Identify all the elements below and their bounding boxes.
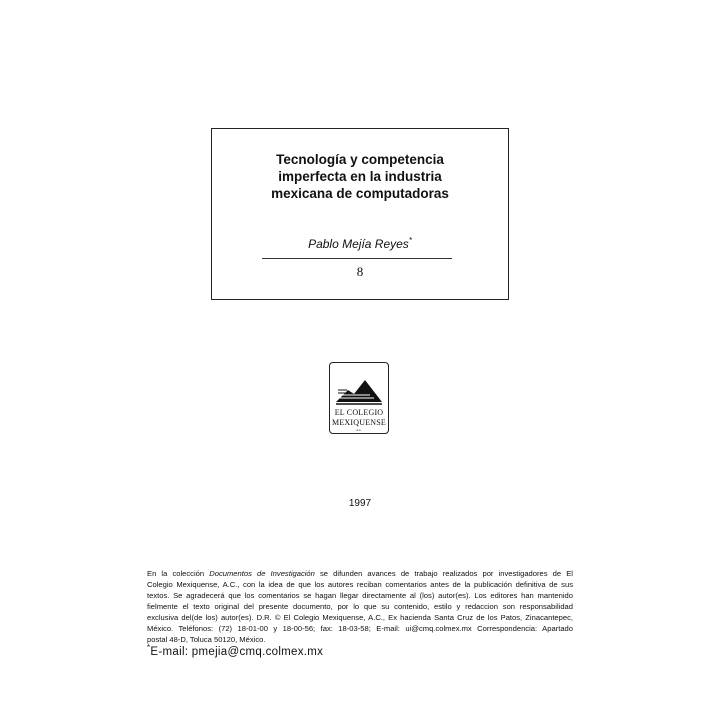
colophon-line: En la colección Documentos de Investigación se difunden avances de trabajo realizados por investigadores de El xyxy=(147,569,573,578)
mountain-logo-icon xyxy=(334,368,384,406)
colophon-line: textos. Se agradecerá que los comentarios se hagan llegar directamente al (los) autor(es). Los editores han mantenido xyxy=(147,591,573,600)
logo-text-line2: MEXIQUENSE xyxy=(332,418,386,427)
title-box xyxy=(211,128,509,300)
logo-suffix: A.C. xyxy=(356,428,362,432)
author-name: Pablo Mejía Reyes* xyxy=(308,236,412,251)
colophon-line: postal 48-D, Toluca 50120, México. xyxy=(147,635,266,644)
document-number: 8 xyxy=(356,264,364,279)
document-title xyxy=(212,151,508,202)
title-divider xyxy=(262,258,452,259)
title-line: imperfecta en la industria xyxy=(278,169,442,184)
colophon-paragraph xyxy=(147,568,573,645)
title-line: mexicana de computadoras xyxy=(271,186,449,201)
colegio-mexiquense-logo xyxy=(329,362,389,434)
title-line: Tecnología y competencia xyxy=(276,152,444,167)
colophon-line: fielmente el texto original del presente documento, por lo que su contenido, estilo y redaccion son responsabilidad xyxy=(147,602,573,611)
footnote-text: E-mail: pmejia@cmq.colmex.mx xyxy=(150,645,324,658)
author-footnote-mark: * xyxy=(408,236,412,245)
colophon-line: México. Teléfonos: (72) 18-01-00 y 18-00-56; fax: 18-03-58; E-mail: ui@cmq.colmex.mx Correspondencia: Apartado xyxy=(147,624,573,633)
author-email-footnote xyxy=(147,643,323,658)
publication-year: 1997 xyxy=(348,498,372,509)
colophon-line: exclusiva del(de los) autor(es). D.R. © El Colegio Mexiquense, A.C., Ex hacienda Santa Cruz de los Patos, Zinacantepec, xyxy=(147,613,573,622)
logo-text-line1: EL COLEGIO xyxy=(334,408,384,417)
colophon-line: Colegio Mexiquense, A.C., con la idea de que los autores reciban comentarios antes de la publicación definitiva de sus xyxy=(147,580,573,589)
footnote-mark: * xyxy=(147,643,151,652)
